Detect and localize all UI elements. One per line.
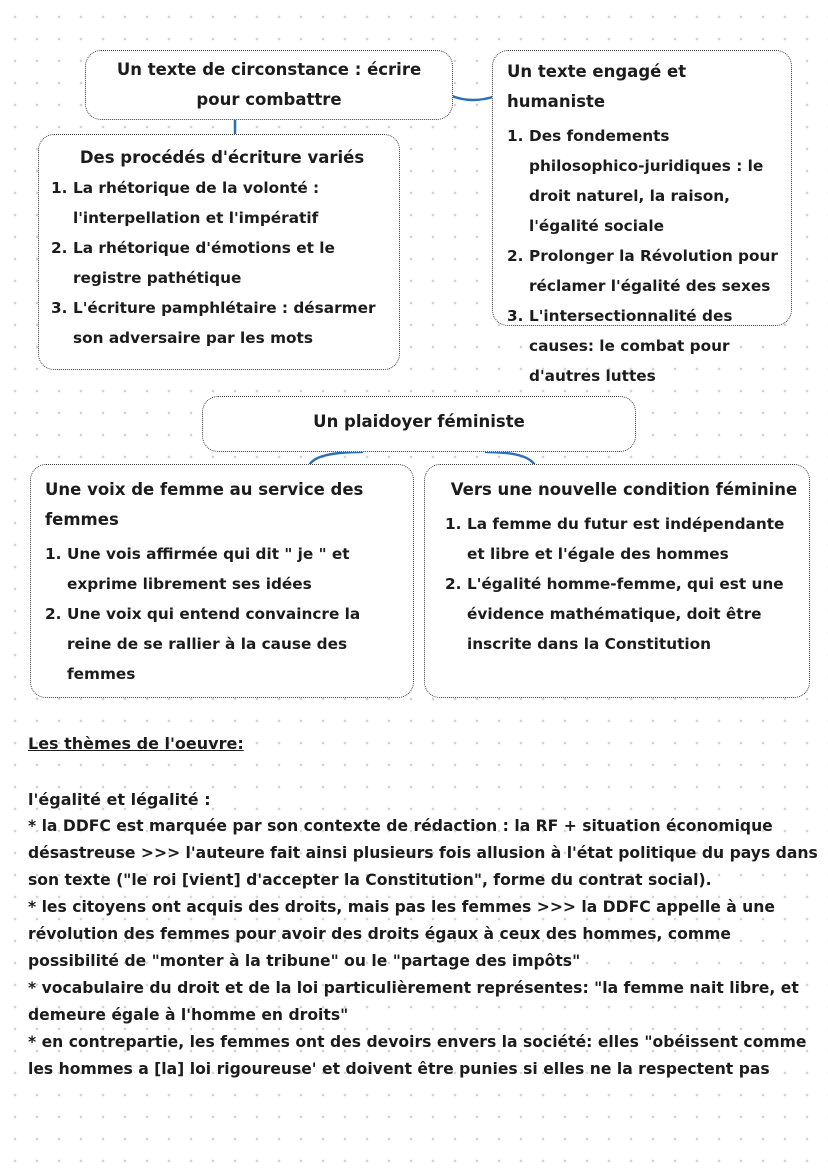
- engage-item: 2. Prolonger la Révolution pour réclamer l'égalité des sexes: [507, 247, 778, 295]
- condition-item: 1. La femme du futur est indépendante et libre et l'égale des hommes: [445, 515, 785, 563]
- box-plaidoyer: [202, 396, 636, 452]
- box-engage-title: Un texte engagé et humaniste: [507, 62, 687, 111]
- themes-heading: Les thèmes de l'oeuvre:: [28, 734, 244, 753]
- box-voix: [30, 464, 414, 698]
- theme-bullet: * en contrepartie, les femmes ont des devoirs envers la société: elles "obéissent comme les hommes a [la] loi rigoureuse' et doivent être punies si elles ne la respectent pas: [28, 1033, 807, 1078]
- theme-bullet: * les citoyens ont acquis des droits, mais pas les femmes >>> la DDFC appelle à une révolution des femmes pour avoir des droits égaux à ceux des hommes, comme possibilité de "monter à la tribune" ou le "partage des impôts": [28, 898, 775, 970]
- box-procedes: [38, 134, 400, 370]
- procedes-item: 3. L'écriture pamphlétaire : désarmer son adversaire par les mots: [51, 299, 376, 347]
- theme-bullet: * la DDFC est marquée par son contexte de rédaction : la RF + situation économique désastreuse >>> l'auteure fait ainsi plusieurs fois allusion à l'état politique du pays dans son texte ("le roi [vient] d'accepter la Constitution", forme du contrat social).: [28, 817, 818, 889]
- voix-item: 2. Une voix qui entend convaincre la reine de se rallier à la cause des femmes: [45, 605, 361, 683]
- engage-item: 3. L'intersectionnalité des causes: le combat pour d'autres luttes: [507, 307, 733, 385]
- procedes-item: 2. La rhétorique d'émotions et le registre pathétique: [51, 239, 335, 287]
- box-condition-title: Vers une nouvelle condition féminine: [450, 480, 798, 499]
- procedes-list: [51, 173, 393, 353]
- box-procedes-title: Des procédés d'écriture variés: [79, 148, 365, 167]
- themes-block: [28, 786, 818, 1083]
- box-circonstance-title-line1: Un texte de circonstance : écrire: [116, 60, 422, 79]
- connector-plaidoyer-condition: [486, 452, 534, 464]
- themes-subtitle: l'égalité et légalité :: [28, 790, 211, 809]
- engage-list: [507, 121, 785, 391]
- box-circonstance-title-line2: pour combattre: [196, 90, 342, 109]
- condition-list: [445, 509, 803, 659]
- themes-list: [28, 813, 818, 1083]
- box-voix-title: Une voix de femme au service des femmes: [45, 480, 364, 529]
- connector-circonstance-engage: [452, 96, 496, 100]
- connector-plaidoyer-voix: [310, 452, 362, 464]
- procedes-item: 1. La rhétorique de la volonté : l'interpellation et l'impératif: [51, 179, 320, 227]
- box-plaidoyer-title: Un plaidoyer féministe: [313, 412, 525, 431]
- condition-item: 2. L'égalité homme-femme, qui est une évidence mathématique, doit être inscrite dans la Constitution: [445, 575, 784, 653]
- theme-bullet: * vocabulaire du droit et de la loi particulièrement représentes: "la femme nait libre, et demeure égale à l'homme en droits": [28, 979, 799, 1024]
- voix-item: 1. Une vois affirmée qui dit " je " et exprime librement ses idées: [45, 545, 350, 593]
- voix-list: [45, 539, 409, 689]
- engage-item: 1. Des fondements philosophico-juridiques : le droit naturel, la raison, l'égalité sociale: [507, 127, 764, 235]
- box-condition: [424, 464, 810, 698]
- box-circonstance: [85, 50, 453, 120]
- box-engage: [492, 50, 792, 385]
